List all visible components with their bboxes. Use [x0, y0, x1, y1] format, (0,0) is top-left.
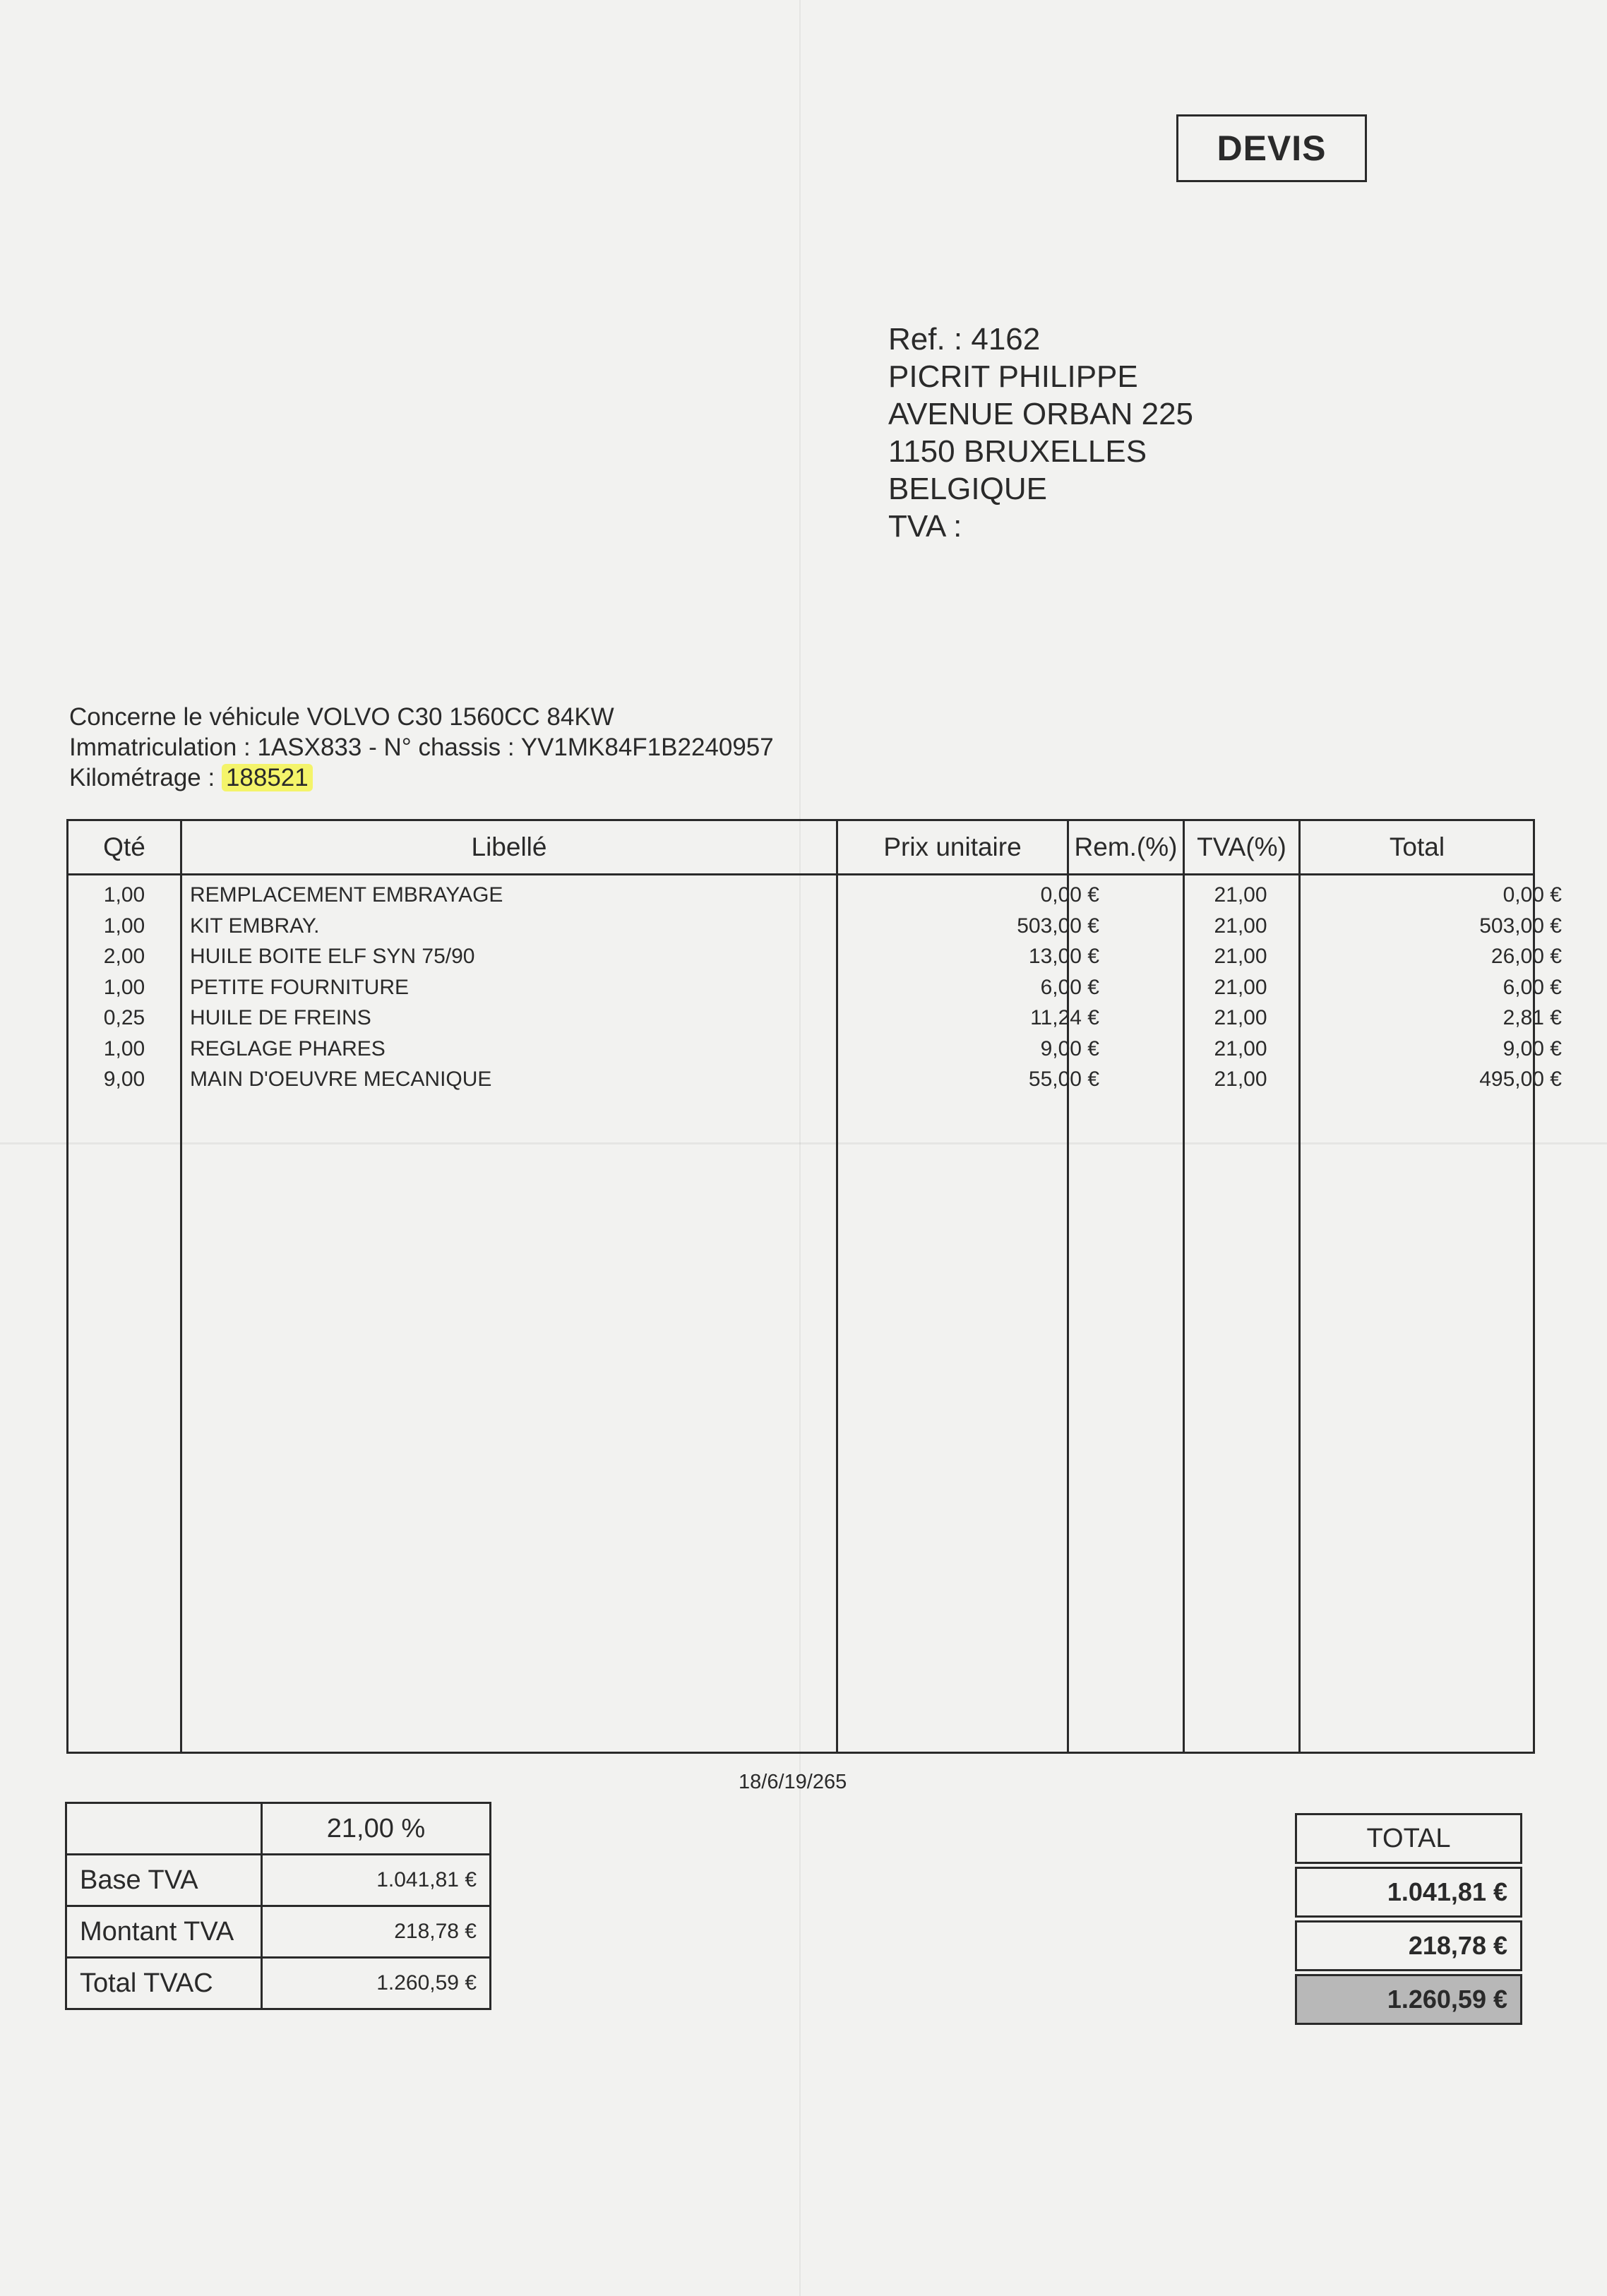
km-value-highlighted: 188521	[222, 764, 313, 791]
cell-qte: 1,00	[103, 1036, 145, 1060]
vat-empty-cell	[66, 1803, 262, 1855]
totals-header: TOTAL	[1295, 1813, 1522, 1864]
items-table	[66, 819, 1562, 1754]
table-row	[68, 910, 1562, 941]
cell-qte: 1,00	[103, 975, 145, 999]
cell-libelle: REMPLACEMENT EMBRAYAGE	[190, 883, 503, 907]
cell-prix: 11,24 €	[1030, 1006, 1099, 1029]
vat-base-label: Base TVA	[66, 1855, 262, 1906]
cell-total: 0,00 €	[1503, 883, 1562, 907]
vat-rate: 21,00 %	[262, 1803, 491, 1855]
header-prix-unitaire: Prix unitaire	[883, 832, 1022, 861]
cell-libelle: HUILE DE FREINS	[190, 1006, 371, 1029]
cell-tva: 21,00	[1214, 945, 1267, 968]
client-name: PICRIT PHILIPPE	[888, 359, 1138, 394]
header-qte: Qté	[103, 832, 145, 861]
vat-row-base	[66, 1855, 491, 1906]
header-total: Total	[1389, 832, 1445, 861]
cell-prix: 55,00 €	[1028, 1068, 1099, 1091]
cell-libelle: KIT EMBRAY.	[190, 914, 320, 938]
totals-grand: 1.260,59 €	[1295, 1974, 1522, 2025]
cell-total: 495,00 €	[1479, 1068, 1562, 1091]
cell-total: 6,00 €	[1503, 975, 1562, 999]
header-divider	[68, 873, 1533, 875]
client-ref: Ref. : 4162	[888, 322, 1041, 357]
cell-prix: 9,00 €	[1040, 1036, 1099, 1060]
cell-tva: 21,00	[1214, 1006, 1267, 1029]
cell-qte: 1,00	[103, 914, 145, 938]
cell-libelle: REGLAGE PHARES	[190, 1036, 386, 1060]
cell-tva: 21,00	[1214, 1036, 1267, 1060]
cell-libelle: HUILE BOITE ELF SYN 75/90	[190, 945, 475, 968]
vat-total-value: 1.260,59 €	[262, 1958, 491, 2009]
vat-montant-value: 218,78 €	[262, 1906, 491, 1958]
cell-total: 9,00 €	[1503, 1036, 1562, 1060]
vat-total-label: Total TVAC	[66, 1958, 262, 2009]
table-row	[68, 971, 1562, 1003]
header-tva: TVA(%)	[1197, 832, 1286, 861]
vat-row-total	[66, 1958, 491, 2009]
client-city: 1150 BRUXELLES	[888, 434, 1147, 469]
cell-prix: 503,00 €	[1017, 914, 1099, 938]
cell-qte: 2,00	[103, 945, 145, 968]
document-reference-code: 18/6/19/265	[739, 1771, 847, 1793]
cell-prix: 13,00 €	[1028, 945, 1099, 968]
totals-box	[1295, 1813, 1522, 2028]
document-title: DEVIS	[1176, 114, 1367, 182]
vat-header-row	[66, 1803, 491, 1855]
table-row	[68, 879, 1562, 910]
vat-montant-label: Montant TVA	[66, 1906, 262, 1958]
vehicle-line-registration: Immatriculation : 1ASX833 - N° chassis : YV1MK84F1B2240957	[69, 734, 774, 761]
cell-qte: 1,00	[103, 883, 145, 907]
table-row	[68, 1033, 1562, 1064]
table-row	[68, 1063, 1562, 1094]
vat-summary-table	[65, 1802, 491, 2010]
table-row	[68, 940, 1562, 971]
table-body	[68, 879, 1562, 1094]
cell-tva: 21,00	[1214, 975, 1267, 999]
client-country: BELGIQUE	[888, 472, 1047, 506]
cell-total: 26,00 €	[1490, 945, 1562, 968]
client-street: AVENUE ORBAN 225	[888, 397, 1194, 431]
vat-row-montant	[66, 1906, 491, 1958]
cell-total: 2,81 €	[1503, 1006, 1562, 1029]
totals-base: 1.041,81 €	[1295, 1867, 1522, 1918]
cell-tva: 21,00	[1214, 1068, 1267, 1091]
vat-base-value: 1.041,81 €	[262, 1855, 491, 1906]
cell-tva: 21,00	[1214, 883, 1267, 907]
cell-qte: 0,25	[103, 1006, 145, 1029]
cell-prix: 0,00 €	[1040, 883, 1099, 907]
client-tva: TVA :	[888, 509, 962, 544]
cell-prix: 6,00 €	[1040, 975, 1099, 999]
cell-tva: 21,00	[1214, 914, 1267, 938]
vehicle-line-km	[69, 763, 774, 793]
table-row	[68, 1002, 1562, 1033]
header-remise: Rem.(%)	[1074, 832, 1178, 861]
cell-total: 503,00 €	[1479, 914, 1562, 938]
client-address	[888, 321, 1193, 545]
vehicle-info	[69, 702, 774, 793]
header-libelle: Libellé	[471, 832, 547, 861]
cell-libelle: MAIN D'OEUVRE MECANIQUE	[190, 1068, 492, 1091]
cell-qte: 9,00	[103, 1068, 145, 1091]
km-label: Kilométrage :	[69, 764, 222, 791]
vehicle-line-model: Concerne le véhicule VOLVO C30 1560CC 84KW	[69, 703, 614, 731]
totals-tva: 218,78 €	[1295, 1920, 1522, 1971]
cell-libelle: PETITE FOURNITURE	[190, 975, 410, 999]
